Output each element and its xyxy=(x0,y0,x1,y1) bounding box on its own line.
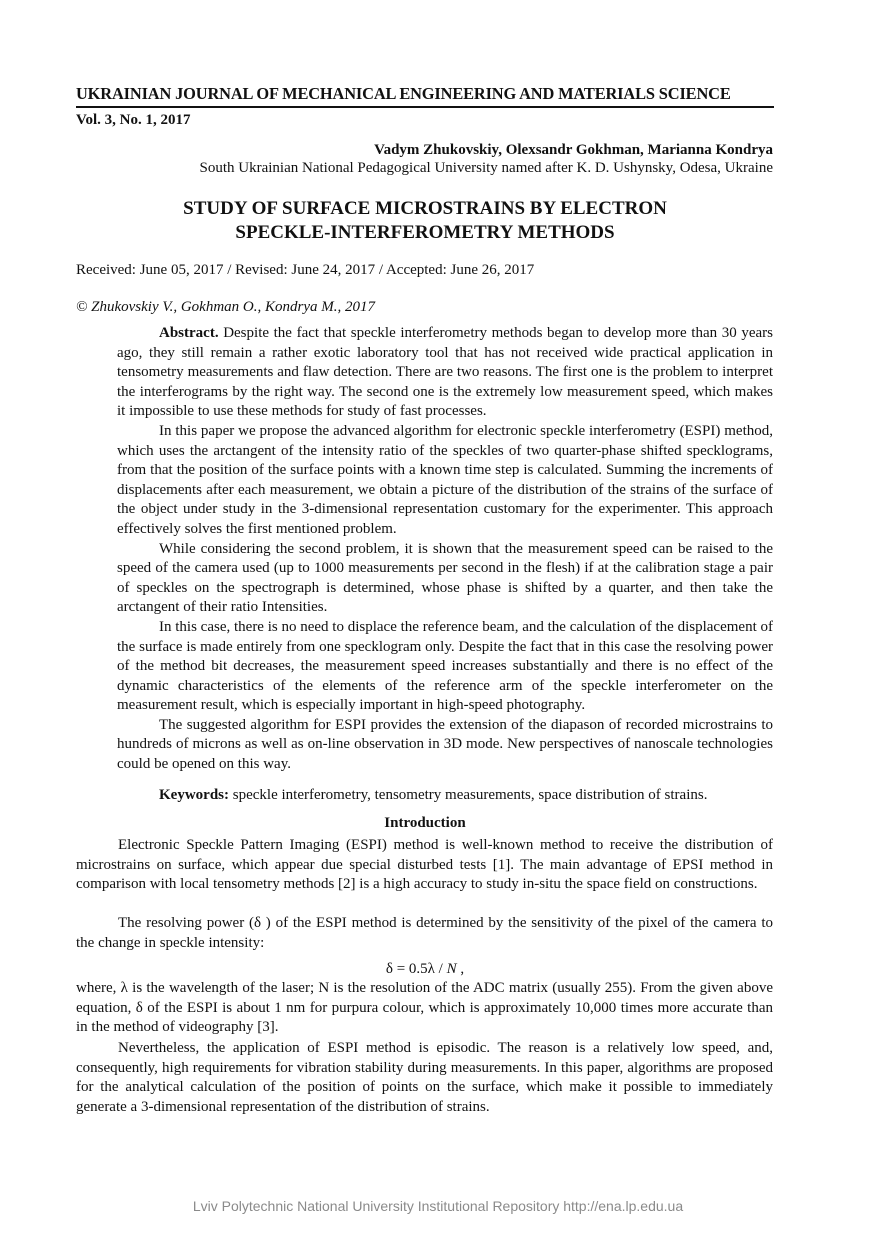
volume-info: Vol. 3, No. 1, 2017 xyxy=(76,112,191,128)
header-rule xyxy=(76,106,774,108)
abstract-paragraph: In this case, there is no need to displace the reference beam, and the calculation of the displacement of the surface is made entirely from one specklogram only. Despite the fact that in this case the resolving power of the method bit decreases, the measurement speed increases substantially and there is no effect of the dynamic characteristics of the elements of the reference arm of the speckle interferometer on the measurement result, which is especially important in high-speed photography. xyxy=(117,618,773,714)
paper-title xyxy=(76,197,774,245)
abstract-paragraph: Abstract. Despite the fact that speckle interferometry methods began to develop more than 30 years ago, they still remain a rather exotic laboratory tool that has not received wide practical application in tensometry measurements and flaw detection. There are two reasons. The first one is the problem to interpret the interferograms by the right way. The second one is the extremely low measurement speed, which makes it impossible to use these methods for study of fast processes. xyxy=(117,325,773,420)
introduction-paragraph-4: Nevertheless, the application of ESPI method is episodic. The reason is a relatively low speed, and, consequently, high requirements for vibration stability during measurements. In this paper, algorithms are proposed for the analytical calculation of the position of points on the surface, which make it possible to immediately generate a 3-dimensional representation of the distribution of strains. xyxy=(76,1040,773,1115)
introduction-paragraph-2: The resolving power (δ ) of the ESPI method is determined by the sensitivity of the pixel of the camera to the change in speckle intensity: xyxy=(76,915,773,951)
keywords-label: Keywords: xyxy=(159,787,229,803)
keywords xyxy=(117,785,773,805)
paper-title-line-2: SPECKLE-INTERFEROMETRY METHODS xyxy=(235,222,615,243)
abstract-label: Abstract. xyxy=(159,325,219,341)
introduction-paragraph-1: Electronic Speckle Pattern Imaging (ESPI) method is well-known method to receive the distribution of microstrains on surface, which appear due special disturbed tests [1]. The main advantage of EPSI method in comparison with local tensometry methods [2] is a high accuracy to study in-situ the space field on constructions. xyxy=(76,837,773,893)
author-names: Vadym Zhukovskiy, Olexsandr Gokhman, Marianna Kondrya xyxy=(374,142,773,158)
equation-resolving-power: δ = 0.5λ / N , xyxy=(385,961,465,977)
journal-title: UKRAINIAN JOURNAL OF MECHANICAL ENGINEERING AND MATERIALS SCIENCE xyxy=(76,84,731,103)
abstract xyxy=(117,324,773,775)
abstract-paragraph: While considering the second problem, it is shown that the measurement speed can be raised to the speed of the camera used (up to 1000 measurements per second in the flesh) if at the calibration stage a pair of speckles on the spectrograph is determined, whose phase is shifted by a quarter, and then take the arctangent of their ratio Intensities. xyxy=(117,540,773,616)
paper-title-line-1: STUDY OF SURFACE MICROSTRAINS BY ELECTRON xyxy=(183,198,667,219)
submission-dates: Received: June 05, 2017 / Revised: June 24, 2017 / Accepted: June 26, 2017 xyxy=(76,262,535,278)
author-affiliation: South Ukrainian National Pedagogical University named after K. D. Ushynsky, Odesa, Ukraine xyxy=(199,160,773,176)
copyright-line: © Zhukovskiy V., Gokhman O., Kondrya M., 2017 xyxy=(76,299,376,315)
introduction-paragraph-3: where, λ is the wavelength of the laser; N is the resolution of the ADC matrix (usually 255). From the given above equation, δ of the ESPI is about 1 nm for purpura colour, which is approximately 10,000 times more accurate than in the method of videography [3]. xyxy=(76,980,773,1036)
repository-footer: Lviv Polytechnic National University Institutional Repository http://ena.lp.edu.ua xyxy=(192,1198,684,1214)
abstract-paragraph: In this paper we propose the advanced algorithm for electronic speckle interferometry (ESPI) method, which uses the arctangent of the intensity ratio of the speckles of two quarter-phase shifted specklograms, from that the position of the surface points with a known time step is calculated. Summing the increments of displacements after each measurement, we obtain a picture of the distribution of the strains of the surface of the object under study in the 3-dimensional representation customary for the experimenter. This approach effectively solves the first mentioned problem. xyxy=(117,422,773,537)
keywords-text: speckle interferometry, tensometry measurements, space distribution of strains. xyxy=(229,787,708,803)
abstract-paragraph: The suggested algorithm for ESPI provides the extension of the diapason of recorded microstrains to hundreds of microns as well as on-line observation in 3D mode. New perspectives of nanoscale technologies could be opened on this way. xyxy=(117,716,773,773)
section-heading-introduction: Introduction xyxy=(384,815,466,831)
